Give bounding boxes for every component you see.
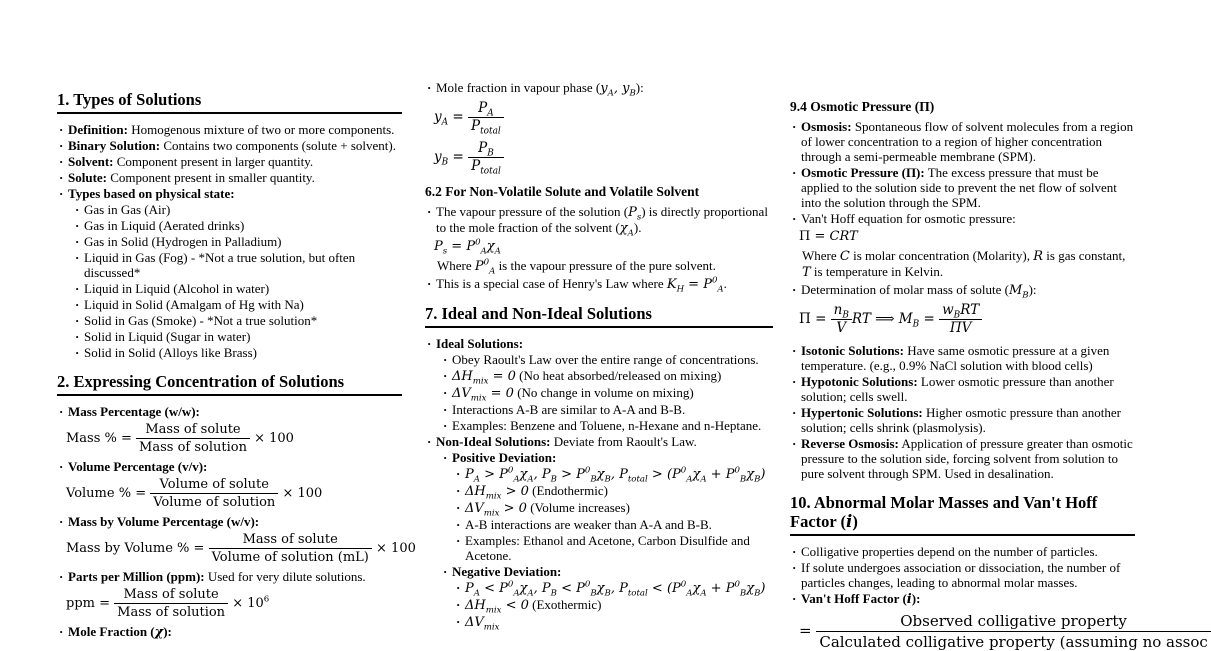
bullet-marker: · <box>443 402 448 417</box>
bullet-marker: · <box>456 517 461 532</box>
fraction-numerator: Mass of solute <box>136 422 250 439</box>
list-item <box>790 211 1135 226</box>
list-item <box>57 154 402 169</box>
list-item <box>57 404 402 419</box>
list-item <box>790 343 1135 373</box>
text-segment: × 100 <box>249 431 294 446</box>
formula <box>425 140 773 177</box>
fraction <box>816 612 1210 651</box>
text-segment: ): <box>635 80 644 95</box>
text-segment: Osmotic Pressure (Π): <box>801 165 925 180</box>
list-item <box>425 500 773 519</box>
text-segment: = <box>919 311 940 327</box>
list-item <box>57 218 402 233</box>
text-segment: Mole Fraction ( <box>68 624 155 639</box>
text-segment: Spontaneous flow of solvent molecules from a region of lower concentration to a region of higher concentration through a semi-permeable membrane (SPM). <box>801 119 1134 164</box>
bullet-marker: · <box>456 500 461 515</box>
text-segment: . <box>723 276 727 291</box>
text-segment: Π = <box>799 311 831 327</box>
text-segment: $y_B$ <box>434 149 449 168</box>
text-segment: Mass Percentage (w/w): <box>68 404 200 419</box>
list-item <box>425 80 773 99</box>
bullet-marker: · <box>792 211 797 226</box>
text-segment: i <box>846 512 853 531</box>
text-segment: Application of pressure greater than osmotic pressure to the solution side, forcing solvent from solution to pure solvent through SPM. Used in desalination. <box>801 436 1133 481</box>
text-segment: Gas in Liquid (Aerated drinks) <box>84 218 245 233</box>
fraction <box>150 477 278 510</box>
column-3 <box>790 89 1208 651</box>
fraction-numerator: $P_B$ <box>468 141 504 158</box>
text-segment: Osmosis: <box>801 119 852 134</box>
bullet-marker: · <box>59 624 64 639</box>
text-segment: RT <box>851 311 871 327</box>
list-item <box>57 122 402 137</box>
bullet-marker: · <box>75 218 80 233</box>
list-item <box>425 597 773 616</box>
text-segment: ppm = <box>66 596 115 611</box>
column-2 <box>425 80 773 631</box>
text-segment: Solid in Liquid (Sugar in water) <box>84 329 251 344</box>
text-segment: is the vapour pressure of the pure solvent. <box>495 258 716 273</box>
text-segment: Used for very dilute solutions. <box>204 569 366 584</box>
text-segment: 6.2 For Non-Volatile Solute and Volatile Solvent <box>425 184 700 199</box>
text-segment: Interactions A-B are similar to A-A and B-B. <box>452 402 686 417</box>
text-segment: 1. Types of Solutions <box>57 90 202 109</box>
text-segment: C <box>839 249 850 264</box>
formula <box>57 422 402 455</box>
fraction <box>136 422 250 455</box>
text-segment <box>468 140 504 177</box>
bullet-marker: · <box>456 483 461 498</box>
section-heading <box>425 304 773 328</box>
bullet-marker: · <box>75 313 80 328</box>
list-item <box>57 329 402 344</box>
formula <box>57 532 416 565</box>
bullet-marker: · <box>59 186 64 201</box>
text-segment: Positive Deviation: <box>452 450 557 465</box>
text-segment: Liquid in Liquid (Alcohol in water) <box>84 281 270 296</box>
list-item <box>425 465 773 485</box>
list-item <box>790 282 1135 301</box>
text-segment: $M_B$ <box>1008 283 1029 301</box>
fraction-numerator: Volume of solute <box>150 477 278 494</box>
bullet-marker: · <box>792 560 797 575</box>
text-segment: Higher osmotic pressure than another solution; cells shrink (plasmolysis). <box>801 405 1121 435</box>
text-segment: 10. Abnormal Molar Masses and Van't Hoff Factor ( <box>790 493 1098 531</box>
text-segment: $\Delta H_{mix} < 0$ <box>465 598 529 616</box>
list-item <box>790 436 1135 481</box>
text-segment: R <box>1033 249 1044 264</box>
formula <box>425 100 773 137</box>
text-segment: Parts per Million (ppm): <box>68 569 205 584</box>
list-item <box>57 313 402 328</box>
text-segment: (Volume increases) <box>526 500 630 515</box>
text-segment: $M_B$ <box>898 311 920 330</box>
text-segment: Solute: <box>68 170 107 185</box>
fraction-denominator: $P_{total}$ <box>470 118 501 137</box>
text-segment: 7. Ideal and Non-Ideal Solutions <box>425 304 652 323</box>
bullet-marker: · <box>59 138 64 153</box>
text-segment: Π = <box>799 229 830 244</box>
text-segment: $\Delta V_{mix} = 0$ <box>452 386 514 404</box>
list-item <box>57 170 402 185</box>
bullet-marker: · <box>75 250 80 265</box>
list-item <box>425 385 773 404</box>
bullet-marker: · <box>427 336 432 351</box>
text-segment: Hypertonic Solutions: <box>801 405 923 420</box>
list-item <box>57 138 402 153</box>
fraction-numerator: Mass of solute <box>209 532 372 549</box>
text-segment <box>136 422 250 455</box>
list-item <box>425 336 773 351</box>
text-segment: CRT <box>829 229 858 244</box>
text-segment: = <box>799 621 817 640</box>
text-segment: Determination of molar mass of solute ( <box>801 282 1009 297</box>
list-item <box>790 374 1135 404</box>
text-segment: Mass % = <box>66 431 137 446</box>
text-segment: Van't Hoff Factor ( <box>801 591 907 606</box>
bullet-marker: · <box>456 533 461 548</box>
fraction-numerator: $w_BRT$ <box>939 303 982 320</box>
list-item <box>425 402 773 417</box>
text-segment: Component present in smaller quantity. <box>107 170 315 185</box>
bullet-marker: · <box>59 154 64 169</box>
text-segment: Homogenous mixture of two or more components. <box>127 122 395 137</box>
list-item <box>425 579 773 599</box>
text-segment: ). <box>633 220 642 235</box>
text-segment: Solid in Solid (Alloys like Brass) <box>84 345 257 360</box>
text-segment: × $10^6$ <box>228 594 270 611</box>
paragraph <box>790 248 1135 280</box>
text-segment: T <box>802 265 811 280</box>
list-item <box>57 186 402 201</box>
text-segment: $\Delta V_{mix} > 0$ <box>465 501 527 519</box>
text-segment: ) is directly proportional to the mole fraction of the solvent ( <box>436 204 768 235</box>
formula <box>57 477 402 510</box>
fraction-denominator: Calculated colligative property (assuming no assoc <box>819 633 1208 651</box>
bullet-marker: · <box>59 459 64 474</box>
text-segment: 9.4 Osmotic Pressure (Π) <box>790 99 935 114</box>
list-item <box>425 483 773 502</box>
text-segment: Hypotonic Solutions: <box>801 374 918 389</box>
list-item <box>57 345 402 360</box>
text-segment: Liquid in Solid (Amalgam of Hg with Na) <box>84 297 304 312</box>
text-segment: (Exothermic) <box>528 597 602 612</box>
bullet-marker: · <box>75 281 80 296</box>
text-segment: $P_A > P^0_A\chi_A$, $P_B > P^0_B\chi_B$, $P_{total} > (P^0_A\chi_A + P^0_B\chi_B)$ <box>465 465 766 485</box>
text-segment: Where <box>802 248 840 263</box>
text-segment: is temperature in Kelvin. <box>810 264 944 279</box>
list-item <box>425 418 773 433</box>
bullet-marker: · <box>443 564 448 579</box>
fraction-numerator: Observed colligative property <box>816 612 1210 632</box>
text-segment: Examples: Ethanol and Acetone, Carbon Disulfide and Acetone. <box>465 533 750 563</box>
bullet-marker: · <box>792 374 797 389</box>
fraction <box>209 532 372 565</box>
bullet-marker: · <box>792 165 797 180</box>
list-item <box>57 234 402 249</box>
text-segment: Reverse Osmosis: <box>801 436 899 451</box>
bullet-marker: · <box>427 80 432 95</box>
bullet-marker: · <box>427 204 432 219</box>
text-segment: ): <box>163 624 172 639</box>
text-segment: $P_s$ <box>628 205 642 223</box>
list-item <box>425 352 773 367</box>
list-item <box>790 405 1135 435</box>
fraction-denominator: $P_{total}$ <box>471 158 501 177</box>
bullet-marker: · <box>456 580 461 595</box>
subsection-heading <box>425 183 773 200</box>
text-segment: 2. Expressing Concentration of Solutions <box>57 372 345 391</box>
bullet-marker: · <box>792 436 797 451</box>
list-item <box>425 533 773 563</box>
fraction-numerator: $n_B$ <box>831 303 852 320</box>
text-segment: = <box>448 109 468 125</box>
text-segment: Gas in Gas (Air) <box>84 202 171 217</box>
list-item <box>57 624 402 640</box>
text-segment: χ <box>154 625 164 640</box>
fraction <box>468 100 504 137</box>
text-segment: Gas in Solid (Hydrogen in Palladium) <box>84 234 282 249</box>
list-item <box>57 514 402 529</box>
text-segment: ): <box>1028 282 1037 297</box>
text-segment: Liquid in Gas (Fog) - *Not a true solution, but often discussed* <box>84 250 356 280</box>
text-segment: $\Delta H_{mix} > 0$ <box>465 484 529 502</box>
text-segment: Deviate from Raoult's Law. <box>550 434 697 449</box>
list-item <box>425 517 773 532</box>
text-segment <box>468 100 504 137</box>
text-segment: Component present in larger quantity. <box>113 154 314 169</box>
text-segment: Non-Ideal Solutions: <box>436 434 551 449</box>
bullet-marker: · <box>59 514 64 529</box>
fraction-denominator: Mass of solution <box>139 440 247 455</box>
bullet-marker: · <box>443 368 448 383</box>
list-item <box>425 368 773 387</box>
text-segment <box>209 532 372 565</box>
text-segment: ⟹ <box>870 311 899 327</box>
text-segment <box>150 477 278 510</box>
text-segment: Ideal Solutions: <box>436 336 524 351</box>
bullet-marker: · <box>792 591 797 606</box>
list-item <box>790 591 1135 607</box>
paragraph <box>425 257 773 277</box>
fraction <box>114 587 228 620</box>
text-segment: Solid in Gas (Smoke) - *Not a true solution* <box>84 313 318 328</box>
bullet-marker: · <box>75 345 80 360</box>
bullet-marker: · <box>456 466 461 481</box>
text-segment: Isotonic Solutions: <box>801 343 904 358</box>
fraction-numerator: Mass of solute <box>114 587 228 604</box>
text-segment: × 100 <box>278 486 323 501</box>
text-segment: $P_A < P^0_A\chi_A$, $P_B < P^0_B\chi_B$, $P_{total} < (P^0_A\chi_A + P^0_B\chi_B)$ <box>465 579 766 599</box>
section-heading <box>57 90 402 114</box>
text-segment: (No heat absorbed/released on mixing) <box>515 368 722 383</box>
text-segment: The excess pressure that must be applied to the solution side to prevent the net flow of solvent into the solution through the SPM. <box>801 165 1117 210</box>
text-segment: Definition: <box>68 122 128 137</box>
bullet-marker: · <box>59 170 64 185</box>
formula <box>57 587 402 620</box>
bullet-marker: · <box>792 544 797 559</box>
fraction-denominator: Volume of solution (mL) <box>211 550 369 565</box>
bullet-marker: · <box>792 343 797 358</box>
list-item <box>57 202 402 217</box>
text-segment: $P^0_A$ <box>474 257 496 277</box>
list-item <box>57 569 402 584</box>
subsection-heading <box>790 98 1135 115</box>
bullet-marker: · <box>59 404 64 419</box>
list-item <box>790 560 1135 590</box>
text-segment: Lower osmotic pressure than another solution; cells swell. <box>801 374 1114 404</box>
text-segment: × 100 <box>371 541 416 556</box>
bullet-marker: · <box>75 234 80 249</box>
section-heading <box>790 493 1135 536</box>
text-segment: Volume % = <box>66 486 151 501</box>
list-item <box>425 204 773 239</box>
fraction-denominator: Volume of solution <box>153 495 276 510</box>
list-item <box>425 450 773 465</box>
bullet-marker: · <box>427 434 432 449</box>
text-segment: i <box>906 592 912 607</box>
text-segment: $P_s = P^0_A\chi_A$ <box>434 237 501 257</box>
text-segment: Mole fraction in vapour phase ( <box>436 80 601 95</box>
text-segment: Negative Deviation: <box>452 564 562 579</box>
list-item <box>425 564 773 579</box>
bullet-marker: · <box>792 405 797 420</box>
formula <box>425 237 773 257</box>
bullet-marker: · <box>59 122 64 137</box>
text-segment: $y_A$ <box>434 109 449 128</box>
list-item <box>57 281 402 296</box>
bullet-marker: · <box>792 282 797 297</box>
list-item <box>57 250 402 280</box>
text-segment: A-B interactions are weaker than A-A and B-B. <box>465 517 712 532</box>
text-segment: $y_A$, $y_B$ <box>600 81 636 99</box>
bullet-marker: · <box>75 329 80 344</box>
text-segment: $\chi_A$ <box>619 221 634 239</box>
fraction <box>939 303 982 336</box>
list-item <box>425 275 773 295</box>
list-item <box>425 434 773 449</box>
fraction-denominator: ΠV <box>949 320 972 336</box>
text-segment <box>816 612 1210 651</box>
fraction-numerator: $P_A$ <box>468 101 504 118</box>
text-segment: This is a special case of Henry's Law where <box>436 276 667 291</box>
fraction <box>831 303 852 336</box>
formula <box>790 303 1135 336</box>
text-segment: Have same osmotic pressure at a given temperature. (e.g., 0.9% NaCl solution with blood cells) <box>801 343 1110 373</box>
section-heading <box>57 372 402 396</box>
text-segment: Mass by Volume Percentage (w/v): <box>68 514 260 529</box>
text-segment: = <box>448 149 469 165</box>
bullet-marker: · <box>75 297 80 312</box>
text-segment: Van't Hoff equation for osmotic pressure: <box>801 211 1016 226</box>
list-item <box>790 544 1135 559</box>
list-item <box>57 297 402 312</box>
text-segment: Contains two components (solute + solvent). <box>160 138 397 153</box>
text-segment: Binary Solution: <box>68 138 161 153</box>
text-segment: The vapour pressure of the solution ( <box>436 204 629 219</box>
formula <box>790 612 1208 651</box>
text-segment: Types based on physical state: <box>68 186 235 201</box>
bullet-marker: · <box>443 385 448 400</box>
text-segment: Solvent: <box>68 154 114 169</box>
text-segment <box>114 587 228 620</box>
text-segment: $\Delta V_{mix}$ <box>465 615 500 633</box>
text-segment <box>831 302 852 336</box>
fraction-denominator: Mass of solution <box>117 605 226 620</box>
fraction <box>468 140 504 177</box>
list-item <box>790 165 1135 210</box>
list-item <box>57 459 402 474</box>
text-segment: is gas constant, <box>1043 248 1126 263</box>
bullet-marker: · <box>427 276 432 291</box>
formula <box>790 229 1135 244</box>
text-segment: (No change in volume on mixing) <box>513 385 694 400</box>
bullet-marker: · <box>792 119 797 134</box>
column-1 <box>57 90 416 641</box>
text-segment: Examples: Benzene and Toluene, n-Hexane and n-Heptane. <box>452 418 762 433</box>
text-segment: Mass by Volume % = <box>66 541 209 556</box>
text-segment: If solute undergoes association or dissociation, the number of particles changes, leading to abnormal molar masses. <box>801 560 1121 590</box>
text-segment: (Endothermic) <box>528 483 608 498</box>
text-segment: Obey Raoult's Law over the entire range of concentrations. <box>452 352 759 367</box>
bullet-marker: · <box>443 450 448 465</box>
bullet-marker: · <box>456 597 461 612</box>
text-segment: Volume Percentage (v/v): <box>68 459 208 474</box>
text-segment: $K_H = P^0_A$ <box>666 275 724 295</box>
text-segment: Where <box>437 258 475 273</box>
list-item <box>425 614 773 633</box>
bullet-marker: · <box>443 418 448 433</box>
bullet-marker: · <box>59 569 64 584</box>
text-segment: ): <box>911 591 921 606</box>
list-item <box>790 119 1135 164</box>
fraction-denominator: V <box>836 320 847 336</box>
bullet-marker: · <box>443 352 448 367</box>
text-segment: is molar concentration (Molarity), <box>849 248 1034 263</box>
text-segment: ) <box>852 512 858 531</box>
bullet-marker: · <box>75 202 80 217</box>
bullet-marker: · <box>456 614 461 629</box>
text-segment: $\Delta H_{mix} = 0$ <box>452 369 516 387</box>
text-segment: Colligative properties depend on the number of particles. <box>801 544 1098 559</box>
